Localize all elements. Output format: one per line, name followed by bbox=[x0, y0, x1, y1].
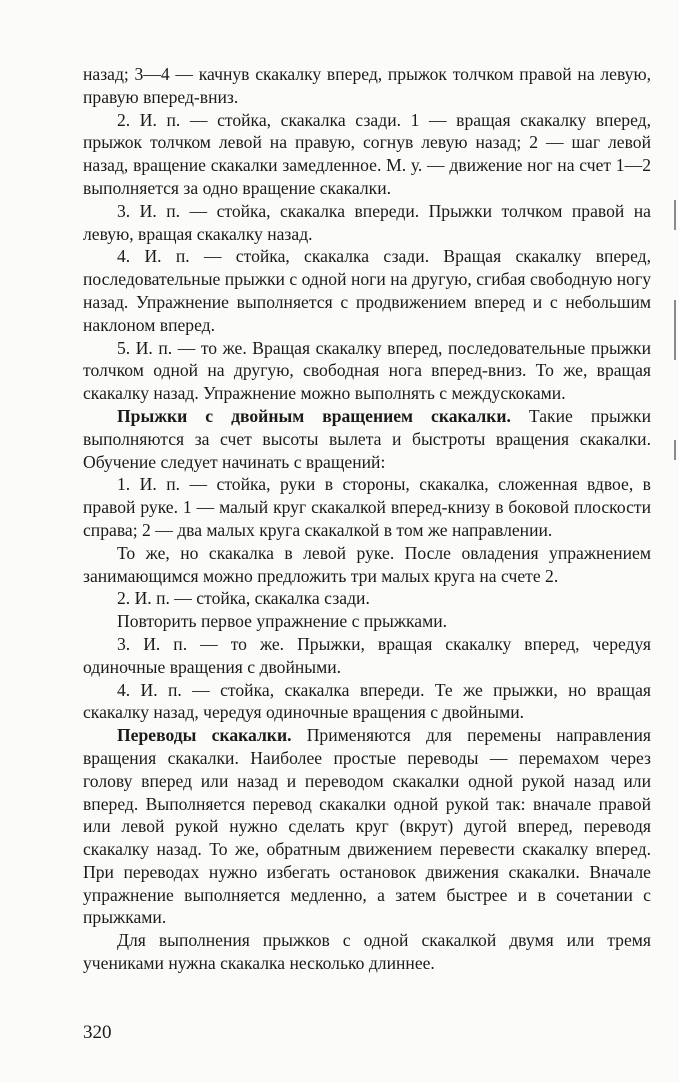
paragraph-text: 2. И. п. — стойка, скакалка сзади. bbox=[117, 588, 370, 609]
paragraph-text: 4. И. п. — стойка, скакалка сзади. Вращая скакалку вперед, последовательные прыжки с одной ноги на другую, сгибая свободную ногу назад. Упражнение выполняется с продвижением вперед и с небольшим наклоном вперед. bbox=[83, 246, 651, 335]
paragraph-text: 3. И. п. — стойка, скакалка впереди. Прыжки толчком правой на левую, вращая скакалку назад. bbox=[83, 200, 651, 244]
paragraph bbox=[83, 245, 651, 336]
paragraph bbox=[83, 929, 651, 975]
paragraph bbox=[83, 587, 651, 610]
paragraph-heading: Переводы скакалки. bbox=[117, 725, 292, 746]
paragraph bbox=[83, 724, 651, 929]
paragraph bbox=[83, 610, 651, 633]
paragraph bbox=[83, 337, 651, 405]
paragraph-text: Такие прыжки выполняются за счет высоты вылета и быстроты вращения скакалки. Обучение следует начинать с вращений: bbox=[83, 405, 651, 472]
paragraph-text: 4. И. п. — стойка, скакалка впереди. Те же прыжки, но вращая скакалку назад, чередуя одиночные вращения с двойными. bbox=[83, 679, 651, 723]
paragraph-text: Повторить первое упражнение с прыжками. bbox=[117, 611, 448, 632]
paragraph-text: назад; 3—4 — качнув скакалку вперед, прыжок толчком правой на левую, правую вперед-вниз. bbox=[83, 64, 651, 107]
page-number: 320 bbox=[83, 1022, 112, 1043]
paragraph bbox=[83, 200, 651, 246]
paragraph bbox=[83, 542, 651, 588]
paragraph bbox=[83, 63, 651, 109]
scan-edge-mark bbox=[674, 300, 676, 360]
scan-edge-mark bbox=[674, 200, 676, 230]
paragraph-text: 1. И. п. — стойка, руки в стороны, скакалка, сложенная вдвое, в правой руке. 1 — малый круг скакалкой вперед-книзу в боковой плоскости справа; 2 — два малых круга скакалкой в том же направлении. bbox=[83, 474, 651, 540]
paragraph-text: Для выполнения прыжков с одной скакалкой двумя или тремя учениками нужна скакалка несколько длиннее. bbox=[83, 930, 651, 974]
paragraph bbox=[83, 405, 651, 473]
paragraph bbox=[83, 109, 651, 200]
paragraph-heading: Прыжки с двойным вращением скакалки. bbox=[117, 405, 511, 426]
paragraph-text: Применяются для перемены направления вращения скакалки. Наиболее простые переводы — перемахом через голову вперед или назад и переводом скакалки одной рукой назад или вперед. Выполняется перевод скакалки одной рукой так: вначале правой или левой рукой нужно сделать круг (вкрут) дугой вперед, переводя скакалку назад. То же, обратным движением перевести скакалку вперед. При переводах нужно избегать остановок движения скакалки. Вначале упражнение выполняется медленно, а затем быстрее и в сочетании с прыжками. bbox=[83, 725, 651, 928]
page-body-text bbox=[83, 63, 651, 975]
paragraph-text: 2. И. п. — стойка, скакалка сзади. 1 — вращая скакалку вперед, прыжок толчком левой на правую, согнув левую назад; 2 — шаг левой назад, вращение скакалки замедленное. М. у. — движение ног на счет 1—2 выполняется за одно вращение скакалки. bbox=[83, 109, 651, 198]
scan-edge-mark bbox=[674, 440, 676, 460]
paragraph-text: 5. И. п. — то же. Вращая скакалку вперед, последовательные прыжки толчком одной на другую, свободная нога вперед-вниз. То же, вращая скакалку назад. Упражнение можно выполнять с междускоками. bbox=[83, 337, 651, 404]
paragraph bbox=[83, 679, 651, 725]
paragraph bbox=[83, 473, 651, 541]
paragraph bbox=[83, 633, 651, 679]
paragraph-text: То же, но скакалка в левой руке. После овладения упражнением занимающимся можно предложить три малых круга на счете 2. bbox=[83, 542, 651, 586]
paragraph-text: 3. И. п. — то же. Прыжки, вращая скакалку вперед, чередуя одиночные вращения с двойными. bbox=[83, 633, 651, 677]
